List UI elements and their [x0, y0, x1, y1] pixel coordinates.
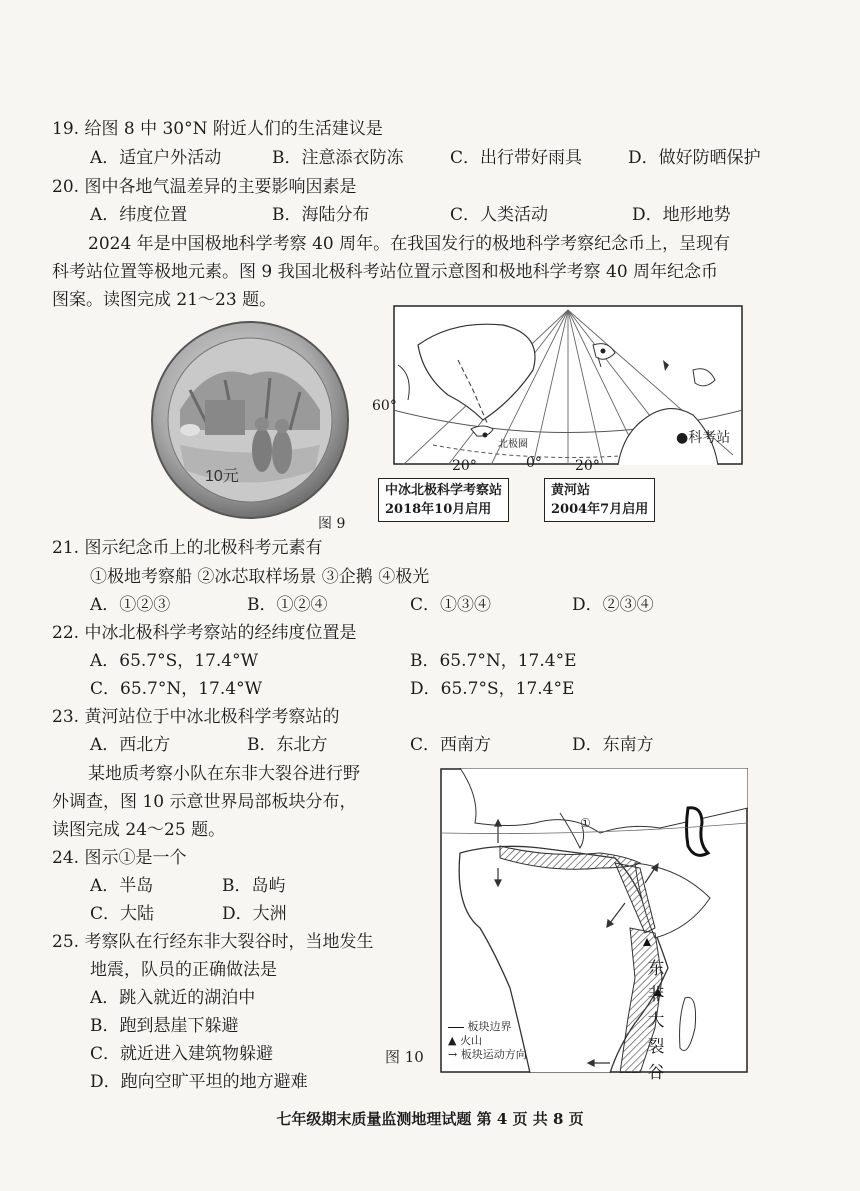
q25-option-c: C．就近进入建筑物躲避 [90, 1044, 274, 1064]
intro-21-23-line1: 2024 年是中国极地科学考察 40 周年。在我国发行的极地科学考察纪念币上，呈现有 [88, 234, 731, 254]
lon-label-0: 0° [526, 455, 542, 471]
q21-option-a: A．①②③ [90, 595, 171, 615]
legend-motion [448, 1048, 527, 1062]
volcano-icon: ▲ [448, 1034, 457, 1047]
intro-24-25-line2: 外调查，图 10 示意世界局部板块分布， [52, 792, 357, 812]
rift-char-2: 非 [647, 985, 665, 1005]
legend-motion-label: 板块运动方向 [460, 1048, 527, 1061]
marker-1: ① [580, 816, 591, 830]
fig9-caption: 图 9 [318, 516, 346, 532]
q19-option-d: D．做好防晒保护 [628, 148, 761, 168]
page-footer: 七年级期末质量监测地理试题 第 4 页 共 8 页 [276, 1110, 584, 1128]
plate-map-africa [440, 768, 748, 1083]
q21-option-d: D．②③④ [572, 595, 654, 615]
q22-option-a: A．65.7°S，17.4°W [90, 651, 259, 671]
q23-option-a: A．西北方 [90, 735, 171, 755]
map-legend-station: ●科考站 [676, 430, 731, 446]
intro-24-25-line3: 读图完成 24～25 题。 [52, 820, 226, 840]
q22-option-c: C．65.7°N，17.4°W [90, 679, 263, 699]
q23-stem: 23. 黄河站位于中冰北极科学考察站的 [52, 707, 340, 727]
intro-24-25-line1: 某地质考察小队在东非大裂谷进行野 [88, 764, 360, 784]
q20-option-a: A．纬度位置 [90, 205, 188, 225]
map-legend [448, 1020, 527, 1062]
q24-option-d: D．大洲 [222, 904, 287, 924]
lon-label-20e: 20° [575, 458, 600, 474]
rift-char-5: 谷 [647, 1063, 665, 1083]
q22-stem: 22. 中冰北极科学考察站的经纬度位置是 [52, 623, 357, 643]
q20-stem: 20. 图中各地气温差异的主要影响因素是 [52, 177, 357, 197]
q19-stem: 19. 给图 8 中 30°N 附近人们的生活建议是 [52, 119, 383, 139]
rift-label [646, 956, 666, 1086]
q25-option-d: D．跑向空旷平坦的地方避难 [90, 1072, 308, 1092]
arrow-icon: → [448, 1048, 458, 1061]
intro-21-23-line2: 科考站位置等极地元素。图 9 我国北极科考站位置示意图和极地科学考察 40 周年纪念币 [52, 262, 719, 282]
rift-char-3: 大 [647, 1011, 665, 1031]
legend-boundary-label: 板块边界 [467, 1020, 512, 1033]
q22-option-d: D．65.7°S，17.4°E [410, 679, 575, 699]
station1-date: 2018年10月启用 [385, 502, 492, 517]
q24-option-b: B．岛屿 [222, 876, 286, 896]
station2-callout [544, 478, 655, 522]
fig10-caption: 图 10 [385, 1048, 424, 1066]
q25-stem-line1: 25. 考察队在行经东非大裂谷时，当地发生 [52, 932, 374, 952]
lon-label-20w: 20° [452, 458, 477, 474]
q19-option-c: C．出行带好雨具 [450, 148, 583, 168]
q24-stem: 24. 图示①是一个 [52, 848, 187, 868]
coin-value-text: 10元 [205, 468, 239, 485]
q20-option-d: D．地形地势 [632, 205, 731, 225]
q25-stem-line2: 地震，队员的正确做法是 [90, 960, 277, 980]
circle-label: 北极圈 [498, 439, 528, 450]
station1-name: 中冰北极科学考察站 [385, 483, 503, 498]
q23-option-b: B．东北方 [247, 735, 328, 755]
legend-volcano [448, 1034, 527, 1048]
q20-option-c: C．人类活动 [450, 205, 549, 225]
q22-option-b: B．65.7°N，17.4°E [410, 651, 577, 671]
station1-callout [378, 478, 509, 522]
commemorative-coin [150, 320, 350, 520]
station2-name: 黄河站 [551, 483, 591, 498]
station2-date: 2004年7月启用 [551, 502, 649, 517]
q21-option-c: C．①③④ [410, 595, 492, 615]
rift-char-1: 东 [647, 959, 665, 979]
q24-option-a: A．半岛 [90, 876, 154, 896]
legend-volcano-label: 火山 [459, 1034, 482, 1047]
rift-char-4: 裂 [647, 1037, 665, 1057]
q21-items: ①极地考察船 ②冰芯取样场景 ③企鹅 ④极光 [90, 567, 430, 587]
q20-option-b: B．海陆分布 [272, 205, 370, 225]
q25-option-b: B．跑到悬崖下躲避 [90, 1016, 239, 1036]
q23-option-c: C．西南方 [410, 735, 492, 755]
lat-label: 60° [372, 398, 397, 414]
q19-option-b: B．注意添衣防冻 [272, 148, 404, 168]
legend-boundary [448, 1020, 527, 1034]
intro-21-23-line3: 图案。读图完成 21～23 题。 [52, 290, 277, 310]
q19-option-a: A．适宜户外活动 [90, 148, 222, 168]
q23-option-d: D．东南方 [572, 735, 654, 755]
q24-option-c: C．大陆 [90, 904, 155, 924]
q21-stem: 21. 图示纪念币上的北极科考元素有 [52, 538, 323, 558]
q21-option-b: B．①②④ [247, 595, 328, 615]
q25-option-a: A．跳入就近的湖泊中 [90, 988, 256, 1008]
